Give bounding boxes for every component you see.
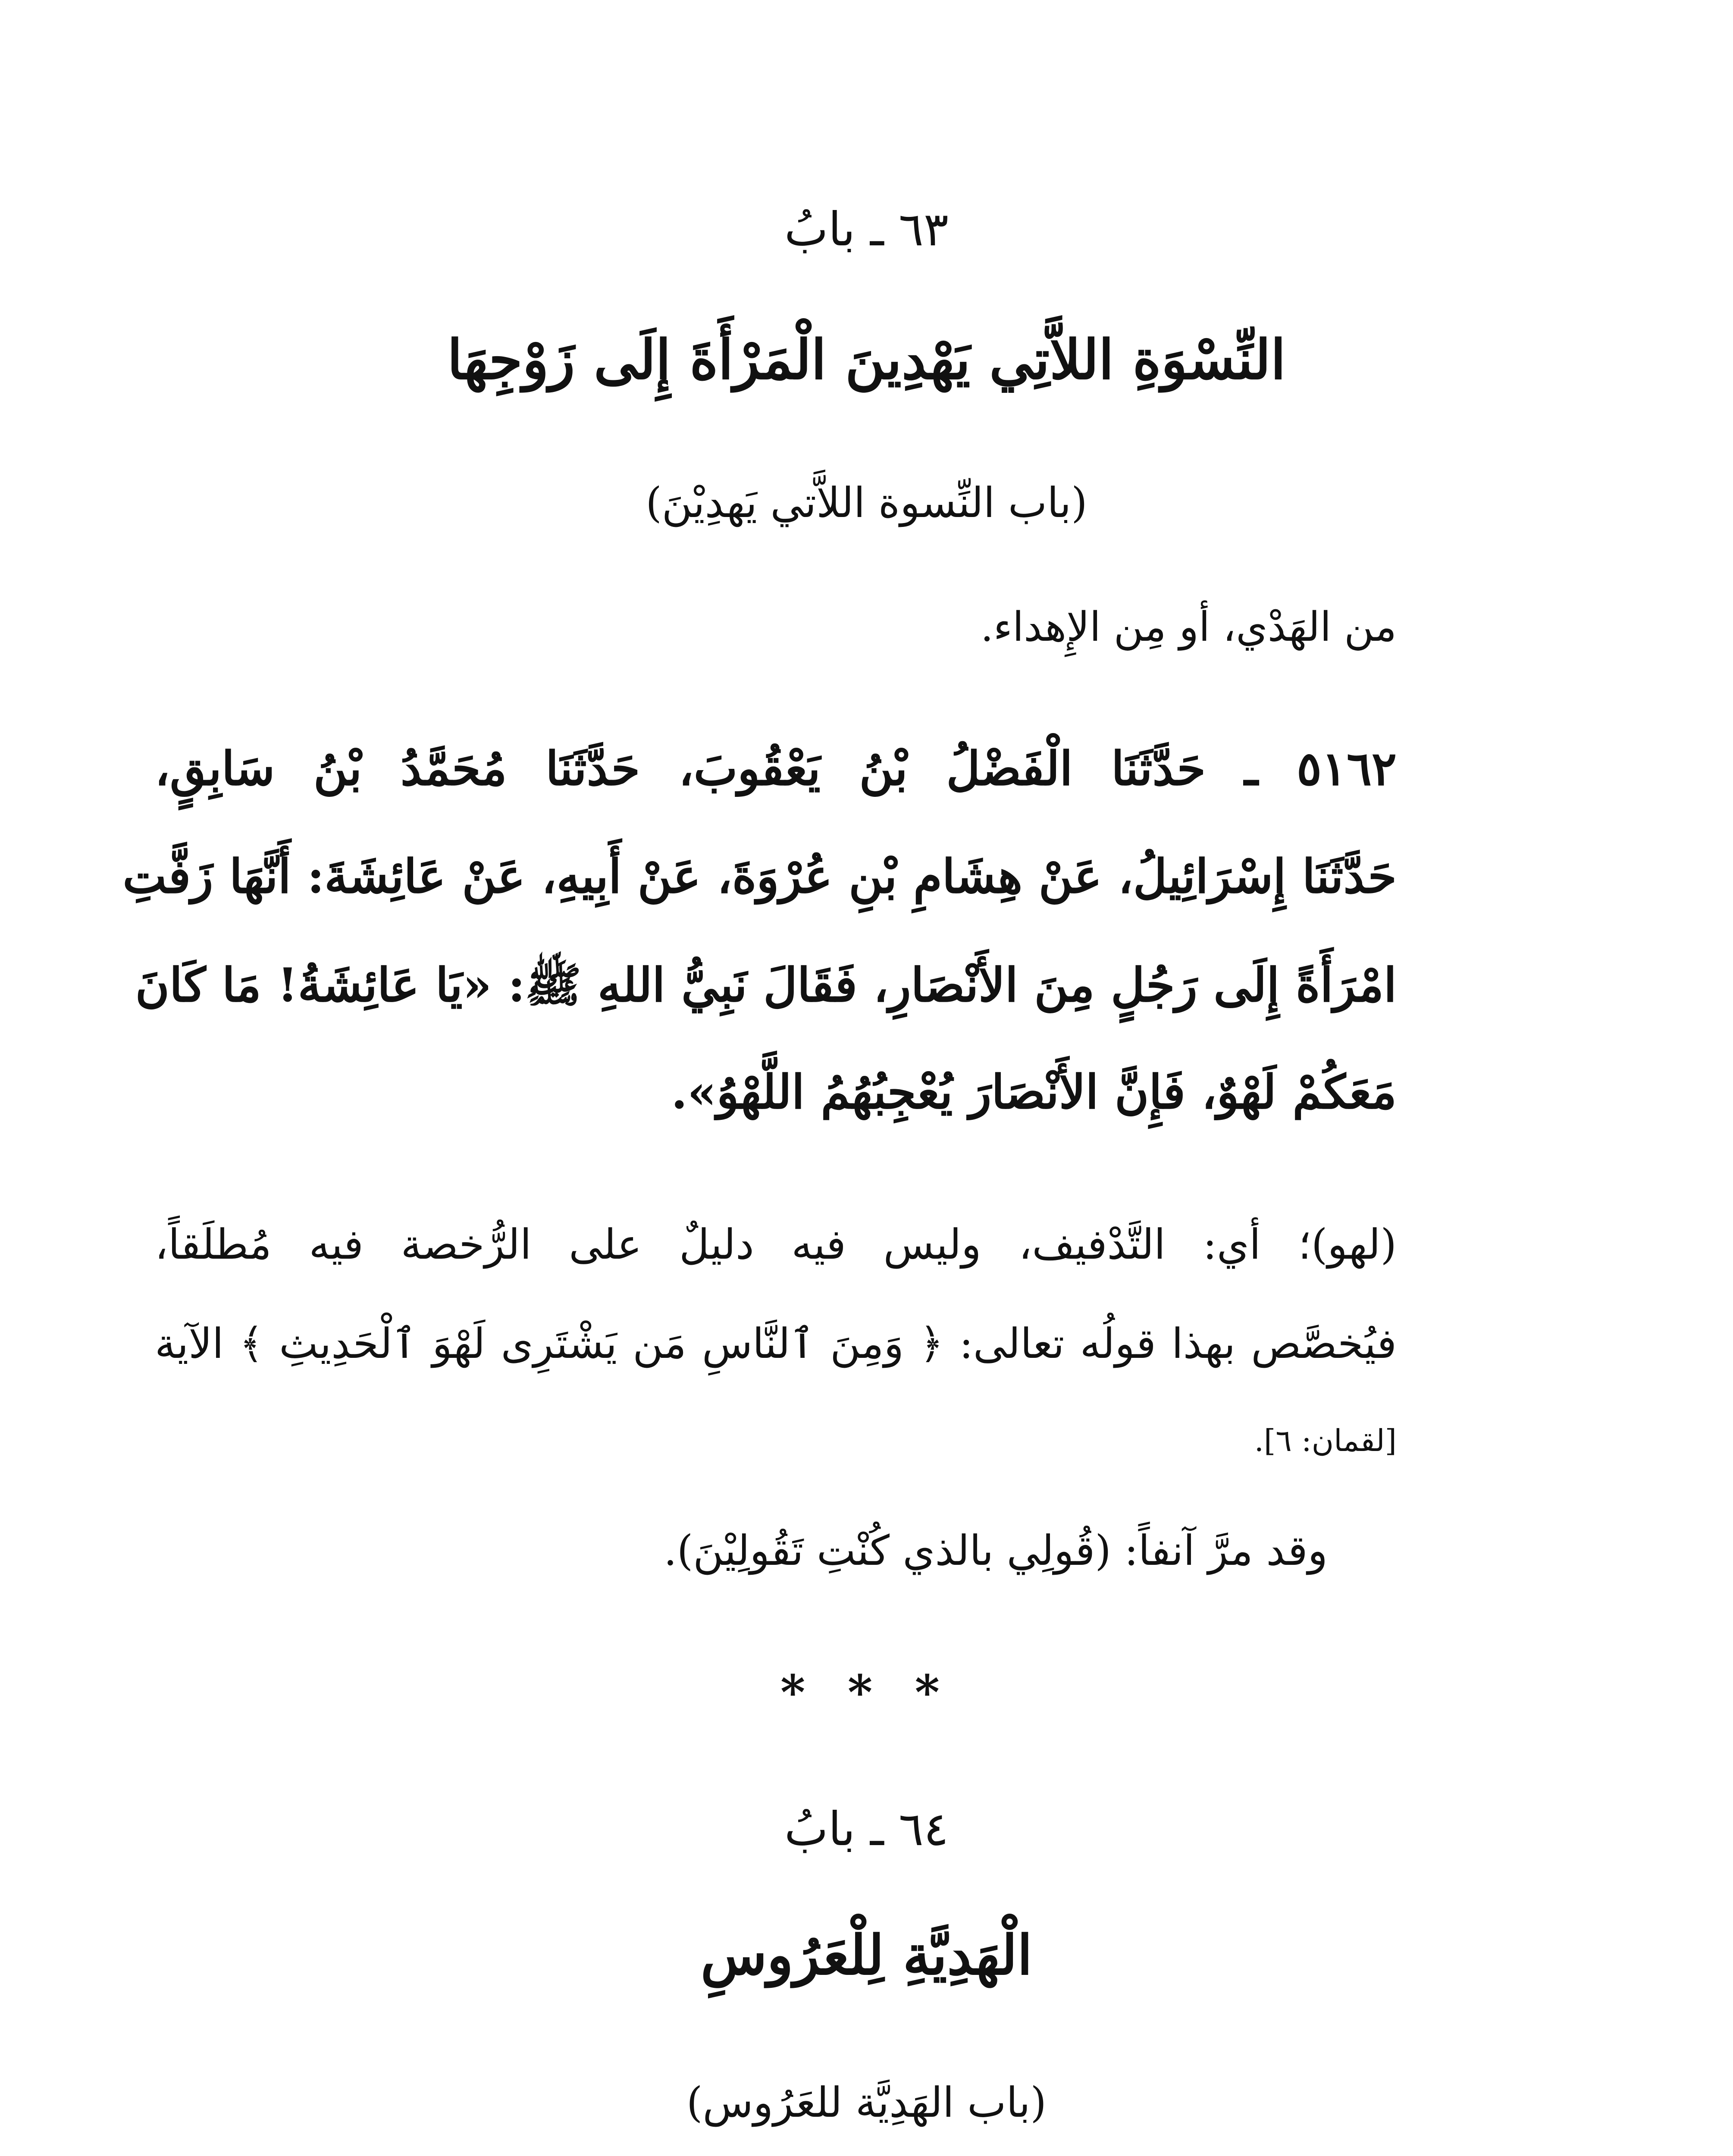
commentary-line-3: وقد مرَّ آنفاً: (قُولِي بالذي كُنْتِ تَقُولِيْنَ). [664,1526,1328,1575]
hadith-5162-line-3: امْرَأَةً إِلَى رَجُلٍ مِنَ الأَنْصَارِ، فَقَالَ نَبِيُّ اللهِ ﷺ: «يَا عَائِشَةُ! مَا كَانَ [135,958,1397,1012]
chapter-64-subtitle: (باب الهَدِيَّة للعَرُوس) [686,2078,1047,2127]
chapter-64-number: ٦٤ ـ بابُ [784,1802,949,1856]
section-separator: * * * [780,1664,953,1720]
commentary-line-1: (لهو)؛ أي: التَّدْفيف، وليس فيه دليلٌ على الرُّخصة فيه مُطلَقاً، [155,1220,1397,1269]
chapter-63-subtitle: (باب النِّسوة اللاَّتي يَهدِيْنَ) [646,479,1087,527]
chapter-64-title: الْهَدِيَّةِ لِلْعَرُوسِ [700,1923,1033,1987]
chapter-63-note: من الهَدْي، أو مِن الإِهداء. [980,604,1397,651]
chapter-63-number: ٦٣ ـ بابُ [784,203,949,257]
hadith-5162-line-1: ٥١٦٢ ـ حَدَّثَنَا الْفَضْلُ بْنُ يَعْقُوبَ، حَدَّثَنَا مُحَمَّدُ بْنُ سَابِقٍ، [155,742,1397,796]
quran-reference: [لقمان: ٦]. [1254,1423,1397,1458]
commentary-line-2: فيُخصَّص بهذا قولُه تعالى: ﴿ وَمِنَ ٱلنَّاسِ مَن يَشْتَرِى لَهْوَ ٱلْحَدِيثِ ﴾ الآية [155,1319,1397,1368]
hadith-5162-line-2: حَدَّثَنَا إِسْرَائِيلُ، عَنْ هِشَامِ بْنِ عُرْوَةَ، عَنْ أَبِيهِ، عَنْ عَائِشَةَ: أَنَّهَا زَفَّتِ [122,849,1397,904]
chapter-63-title: النِّسْوَةِ اللاَّتِي يَهْدِينَ الْمَرْأَةَ إِلَى زَوْجِهَا [447,328,1286,392]
hadith-5162-line-4: مَعَكُمْ لَهْوٌ، فَإِنَّ الأَنْصَارَ يُعْجِبُهُمُ اللَّهْوُ». [671,1065,1397,1119]
